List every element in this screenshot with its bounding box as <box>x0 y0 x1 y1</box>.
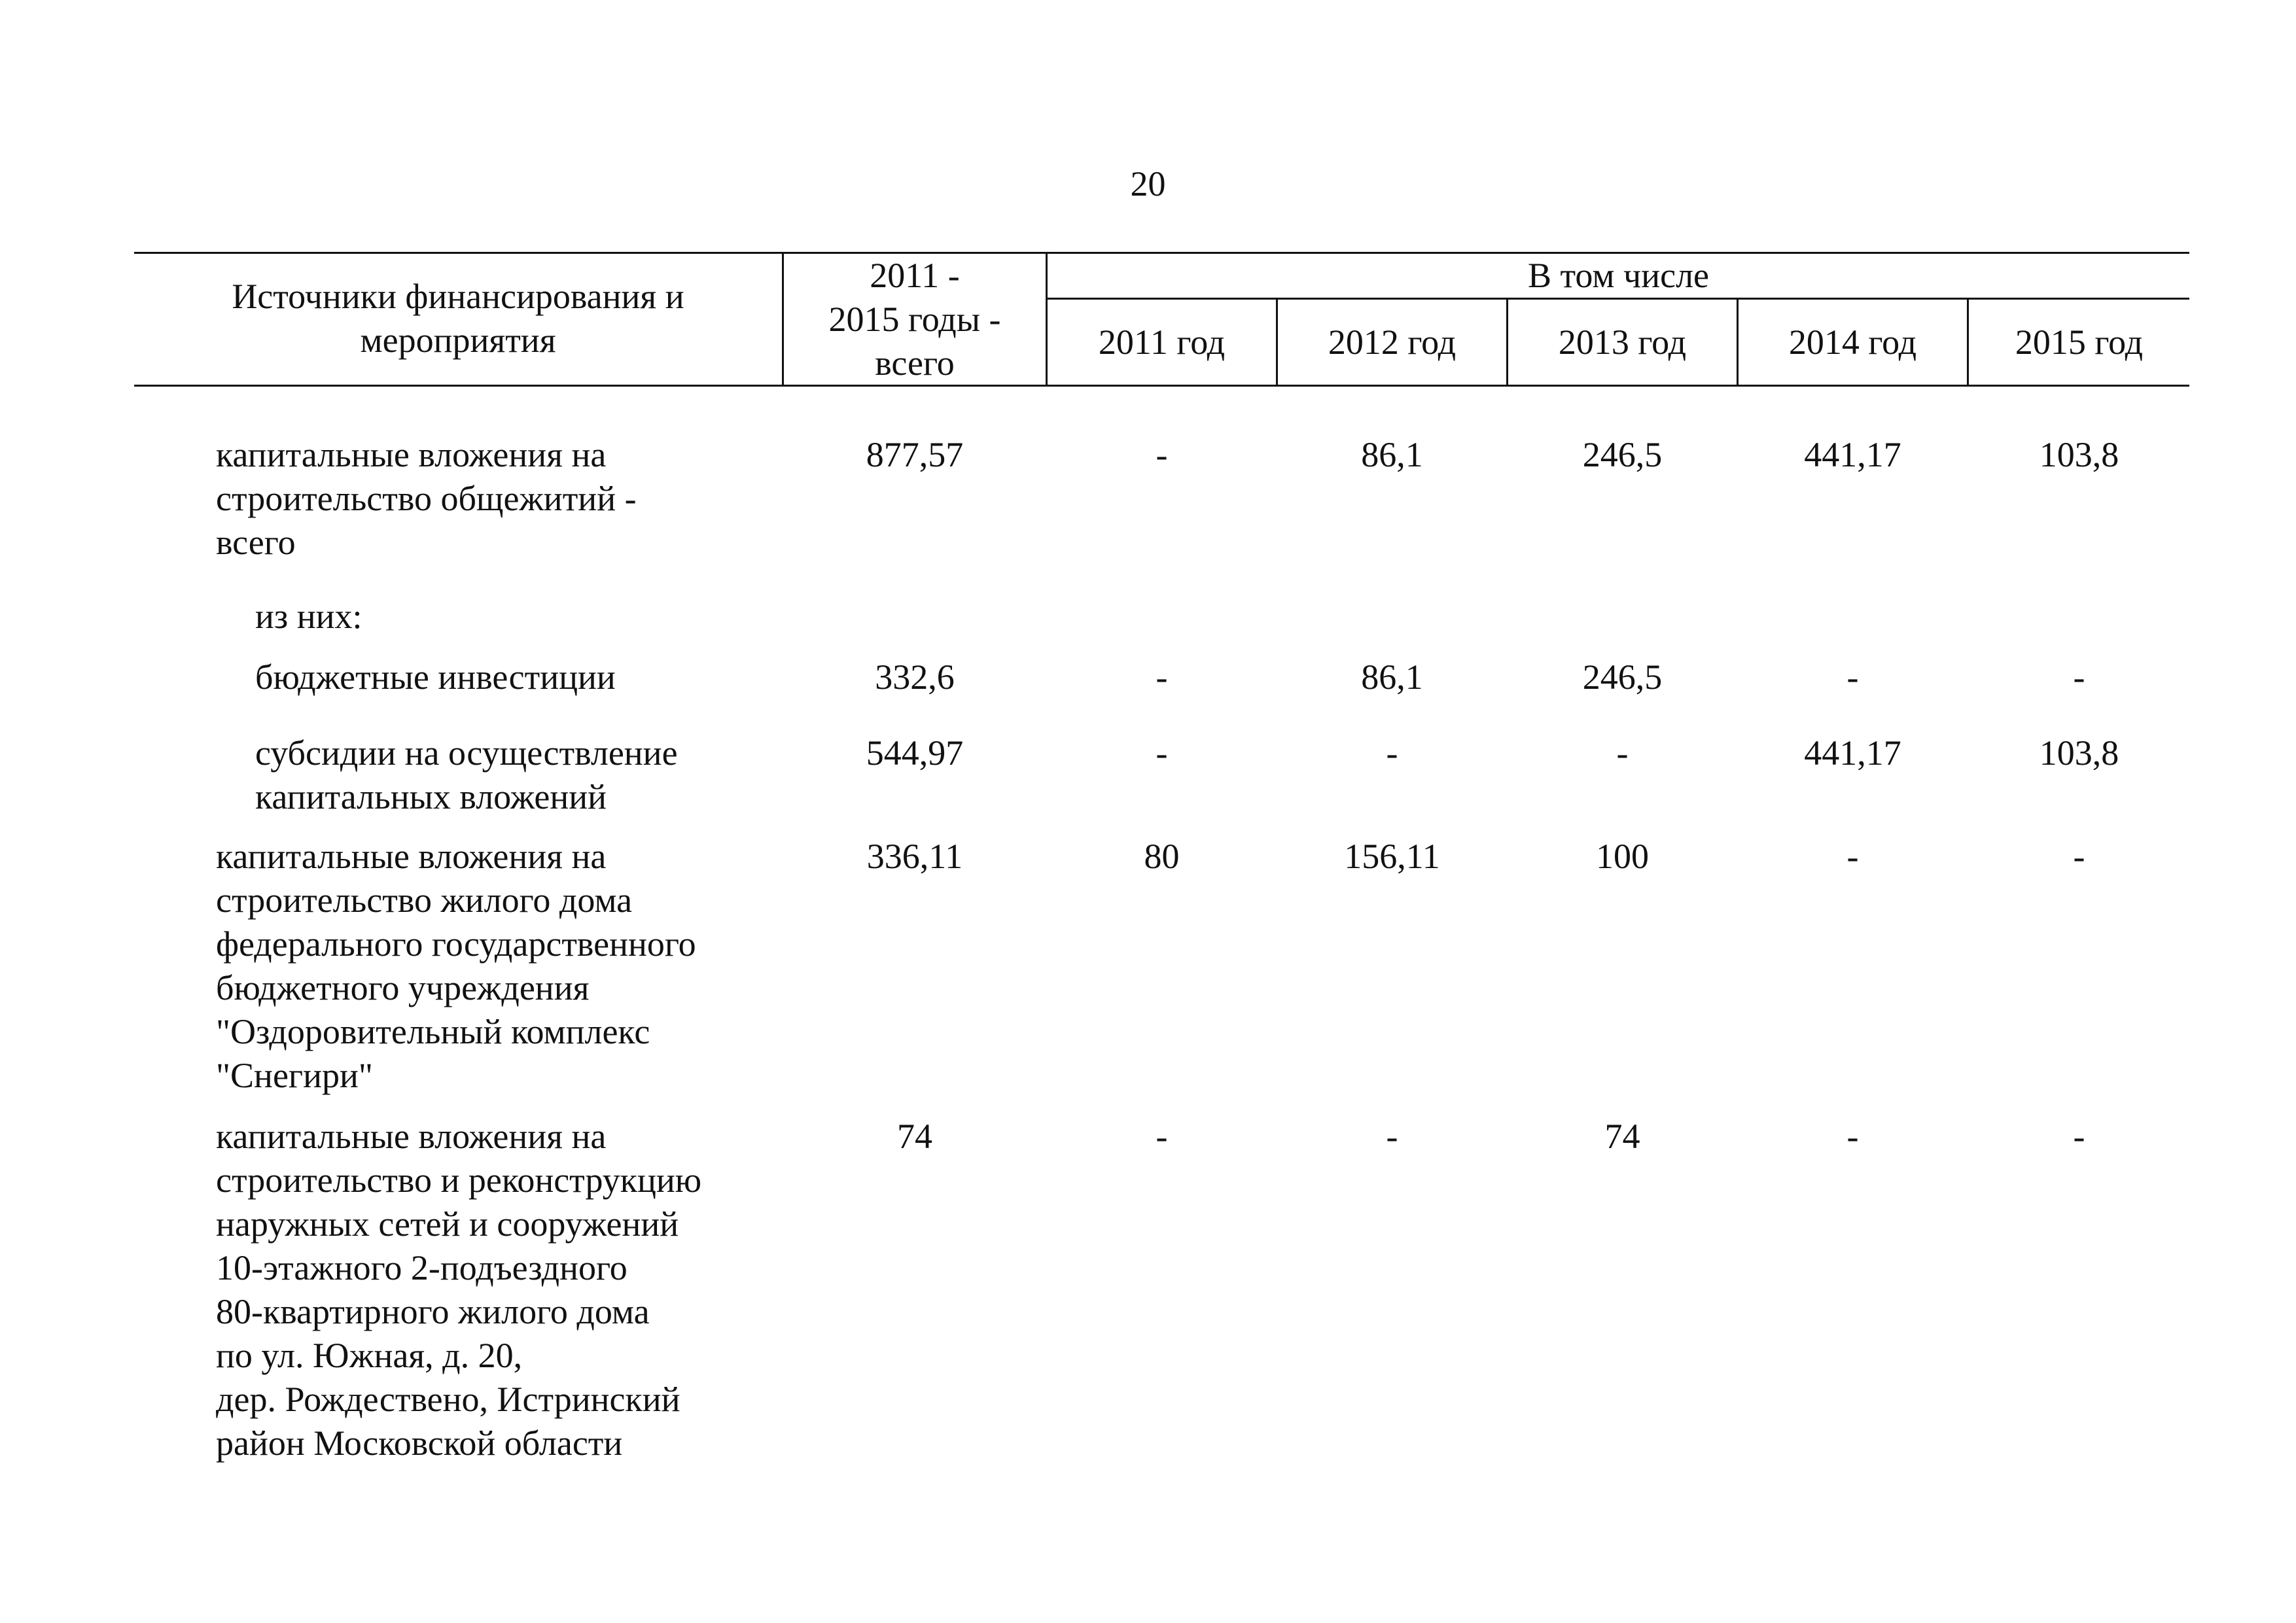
row-dormitories-2011: - <box>1156 435 1168 474</box>
row-snegiri-2011: 80 <box>1144 837 1180 876</box>
row-subsidies-2011: - <box>1156 733 1168 773</box>
row-snegiri-2012: 156,11 <box>1344 837 1440 876</box>
row-dormitories-total: 877,57 <box>866 435 964 474</box>
row-budget-investments-2014: - <box>1846 657 1859 697</box>
row-budget-investments-2012: 86,1 <box>1361 657 1423 697</box>
header-bottom-rule <box>134 385 2189 387</box>
header-total: 2011 - 2015 годы - всего <box>828 256 1001 383</box>
row-subsidies-2013: - <box>1616 733 1629 773</box>
row-subsidies-total: 544,97 <box>866 733 964 773</box>
row-subsidies-2012: - <box>1386 733 1398 773</box>
row-networks-2013: 74 <box>1604 1117 1640 1156</box>
header-year-2013: 2013 год <box>1558 323 1687 362</box>
header-group: В том числе <box>1528 256 1709 295</box>
row-budget-investments-2013: 246,5 <box>1582 657 1663 697</box>
row-dormitories-2014: 441,17 <box>1804 435 1901 474</box>
row-dormitories-2015: 103,8 <box>2039 435 2119 474</box>
row-snegiri-2014: - <box>1846 837 1859 876</box>
row-dormitories-label: капитальные вложения на строительство общежитий - всего <box>216 435 637 562</box>
row-networks-2011: - <box>1156 1117 1168 1156</box>
row-subsidies-2015: 103,8 <box>2039 733 2119 773</box>
row-networks-total: 74 <box>897 1117 932 1156</box>
row-dormitories-2013: 246,5 <box>1582 435 1663 474</box>
row-of-which-label: из них: <box>255 597 362 636</box>
page-number: 20 <box>1130 164 1166 203</box>
row-dormitories-2012: 86,1 <box>1361 435 1423 474</box>
header-source: Источники финансирования и мероприятия <box>232 277 684 360</box>
row-budget-investments-2015: - <box>2073 657 2085 697</box>
row-budget-investments-2011: - <box>1156 657 1168 697</box>
header-year-2011: 2011 год <box>1098 323 1226 362</box>
header-year-2012: 2012 год <box>1328 323 1457 362</box>
row-networks-2012: - <box>1386 1117 1398 1156</box>
header-year-2015: 2015 год <box>2015 323 2144 362</box>
row-subsidies-2014: 441,17 <box>1804 733 1901 773</box>
header-year-2014: 2014 год <box>1788 323 1917 362</box>
row-budget-investments-label: бюджетные инвестиции <box>255 657 616 697</box>
row-subsidies-label: субсидии на осуществление капитальных вложений <box>255 733 678 816</box>
row-snegiri-2013: 100 <box>1596 837 1649 876</box>
group-header-rule <box>1046 298 2189 300</box>
row-networks-label: капитальные вложения на строительство и реконструкцию наружных сетей и сооружений 10-этажного 2-подъездного 80-квартирного жилого дома по ул. Южная, д. 20, дер. Рождествено, Истринский район Московской области <box>216 1117 702 1463</box>
row-snegiri-2015: - <box>2073 837 2085 876</box>
row-snegiri-total: 336,11 <box>866 837 963 876</box>
row-networks-2014: - <box>1846 1117 1859 1156</box>
row-snegiri-label: капитальные вложения на строительство жилого дома федерального государственного бюджетного учреждения "Оздоровительный комплекс "Снегири" <box>216 837 696 1095</box>
row-budget-investments-total: 332,6 <box>875 657 955 697</box>
row-networks-2015: - <box>2073 1117 2085 1156</box>
